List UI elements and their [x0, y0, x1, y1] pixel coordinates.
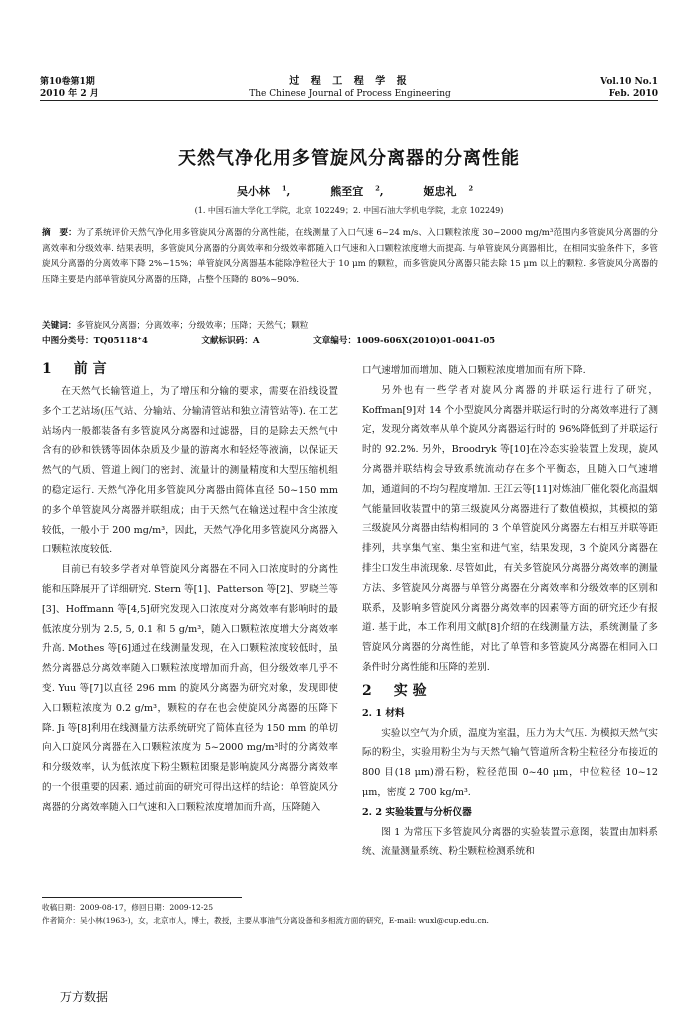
volume-issue-en: Vol.10 No.1: [600, 77, 658, 87]
subsection-apparatus: 2. 2 实验装置与分析仪器: [362, 806, 472, 818]
affiliations: (1. 中国石油大学化工学院，北京 102249；2. 中国石油大学机电学院，北京 102249): [194, 206, 504, 215]
left-column: [42, 356, 338, 818]
paper-title: 天然气净化用多管旋风分离器的分离性能: [178, 148, 520, 169]
section-heading-experiment: 2 实 验: [362, 682, 427, 699]
watermark: 万方数据: [60, 990, 109, 1004]
clc-label: 中图分类号：: [42, 336, 94, 346]
journal-name-cn: 过 程 工 程 学 报: [289, 76, 411, 87]
subsection-materials: 2. 1 材料: [362, 707, 405, 719]
author-list: [40, 183, 658, 199]
author-3: 姬忠礼 $^2$: [423, 184, 473, 198]
right-column: [362, 361, 658, 862]
abstract-text: 为了系统评价天然气净化用多管旋风分离器的分离性能，在线测量了入口气速 6~24 m/s、入口颗粒浓度 30~2000 mg/m³范围内多管旋风分离器的分离效率和分级效率. 结果表明，多管旋风分离器的分离效率和分级效率都随入口气速和入口颗粒浓度增大而提高. 与单管旋风分离器相比，在相同实验条件下，多管旋风分离器的分离效率下降 2%~15%；单管旋风分离器基本能除净粒径大于 10 μm 的颗粒，而多管旋风分离器只能去除 15 μm 以上的颗粒. 多管旋风分离器的压降主要是内部单管旋风分离器的压降，占整个压降的 80%~90%.: [42, 228, 658, 285]
author-1: 吴小林 $^1$,: [237, 184, 291, 198]
intro-paragraph-continued: 口气速增加而增加、随入口颗粒浓度增加而有所下降.: [362, 365, 586, 376]
keywords-text: 多管旋风分离器；分离效率；分级效率；压降；天然气；颗粒: [76, 321, 309, 331]
materials-paragraph: 实验以空气为介质，温度为室温，压力为大气压. 为模拟天然气实际的粉尘，实验用粉尘为与天然气输气管道所含粉尘粒径分布接近的 800 目(18 μm)滑石粉，粒径范围 0~40 μm，中位粒径 10~12 μm，密度 2 700 kg/m³.: [362, 727, 658, 798]
publication-date: 2010 年 2 月: [40, 89, 99, 99]
keywords-label: 关键词：: [42, 321, 77, 331]
intro-paragraph-3: 另外也有一些学者对旋风分离器的并联运行进行了研究，Koffman[9]对 14 个小型旋风分离器并联运行时的分离效率进行了测定，发现分离效率从单个旋风分离器运行时的 96%降低到了并联运行时的 92.2%. 另外，Broodryk 等[10]在冷态实验装置上发现，旋风分离器并联结构会导致系统流动存在多个平衡态，且随入口气速增加，通道间的不均匀程度增加. 王江云等[11]对炼油厂催化裂化高温烟气能量回收装置中的第三级旋风分离器进行了数值模拟，其模拟的第三级旋风分离器由结构相同的 3 个单管旋风分离器左右相互并联等距排列，共享集气室、集尘室和进气室，结果发现，3 个旋风分离器在排尘口发生串流现象. 尽管如此，有关多管旋风分离器分离效率的测量方法、多管旋风分离器与单管分离器在分离效率和分级效率的区别和联系，及影响多管旋风分离器分离效率的因素等方面的研究还少有报道. 基于此，本工作利用文献[8]介绍的在线测量方法，系统测量了多管旋风分离器的分离性能，对比了单管和多管旋风分离器在相同入口条件时分离性能和压降的差别.: [362, 384, 658, 673]
doc-code-value: A: [252, 336, 260, 346]
footnote-rule: [42, 897, 242, 898]
doc-code-label: 文献标识码：: [201, 336, 253, 346]
abstract-label: 摘 要：: [42, 228, 77, 238]
journal-issue-info-en: [600, 76, 658, 100]
article-no-label: 文章编号：: [313, 336, 357, 346]
intro-paragraph-1: 在天然气长输管道上，为了增压和分输的要求，需要在沿线设置多个工艺站场(压气站、分输站、分输清管站和独立清管站等). 在工艺站场内一般都装备有多管旋风分离器和过滤器，目的是除去天然气中含有的砂和铁锈等固体杂质及少量的游离水和轻烃等液滴，以保证天然气的气质、管道上阀门的密封、流量计的测量精度和大型压缩机组的稳定运行. 天然气净化用多管旋风分离器由简体直径 50~150 mm 的多个单管旋风分离器并联组成；由于天然气在输送过程中含尘浓度较低，一般小于 200 mg/m³，因此，天然气净化用多管旋风分离器入口颗粒浓度较低.: [42, 386, 338, 556]
journal-name-en: The Chinese Journal of Process Engineering: [249, 89, 451, 99]
abstract: [42, 226, 658, 288]
classification-line: [42, 334, 658, 348]
header-rule: [40, 100, 658, 101]
article-no-value: 1009-606X(2010)01-0041-05: [356, 336, 496, 346]
journal-issue-info: [40, 76, 99, 100]
author-2: 熊至宜 $^2$,: [330, 184, 384, 198]
journal-name: [230, 76, 470, 100]
section-heading-intro: 1 前 言: [42, 361, 107, 377]
publication-date-en: Feb. 2010: [608, 89, 658, 99]
footnote-dates: 收稿日期：2009-08-17，修回日期：2009-12-25: [42, 903, 214, 912]
footnote-author-bio: 作者简介：吴小林(1963-)，女，北京市人，博士，教授，主要从事油气分离设备和多相流方面的研究，E-mail: wuxl@cup.edu.cn.: [42, 916, 489, 925]
volume-issue: 第10卷第1期: [40, 77, 95, 87]
clc-value: TQ05118⁺4: [93, 336, 148, 346]
apparatus-paragraph: 图 1 为常压下多管旋风分离器的实验装置示意图，装置由加料系统、流量测量系统、粉尘颗粒检测系统和: [362, 826, 658, 858]
intro-paragraph-2: 目前已有较多学者对单管旋风分离器在不同入口浓度时的分离性能和压降展开了详细研究. Stern 等[1]、Patterson 等[2]、罗晓兰等[3]、Hoffmann 等[4,5]研究发现入口浓度对分离效率有影响时的最低浓度分别为 2.5, 5, 0.1 和 5 g/m³，随入口颗粒浓度增大分离效率升高. Mothes 等[6]通过在线测量发现，在入口颗粒浓度较低时，虽然分离器总分离效率随入口颗粒浓度增加而升高，但分级效率几乎不变. Yuu 等[7]以直径 296 mm 的旋风分离器为研究对象，发现即使入口颗粒浓度为 0.2 g/m³，颗粒的存在也会使旋风分离器的压降下降. Ji 等[8]利用在线测量方法系统研究了简体直径为 150 mm 的单切向入口旋风分离器在入口颗粒浓度为 5~2000 mg/m³时的分离效率和分级效率，认为低浓度下粉尘颗粒团聚是影响旋风分离器分离效率的一个很重要的因素. 通过前面的研究可得出这样的结论：单管旋风分离器的分离效率随入口气速和入口颗粒浓度增加而升高，压降随入: [42, 564, 338, 813]
keywords: [42, 319, 658, 333]
